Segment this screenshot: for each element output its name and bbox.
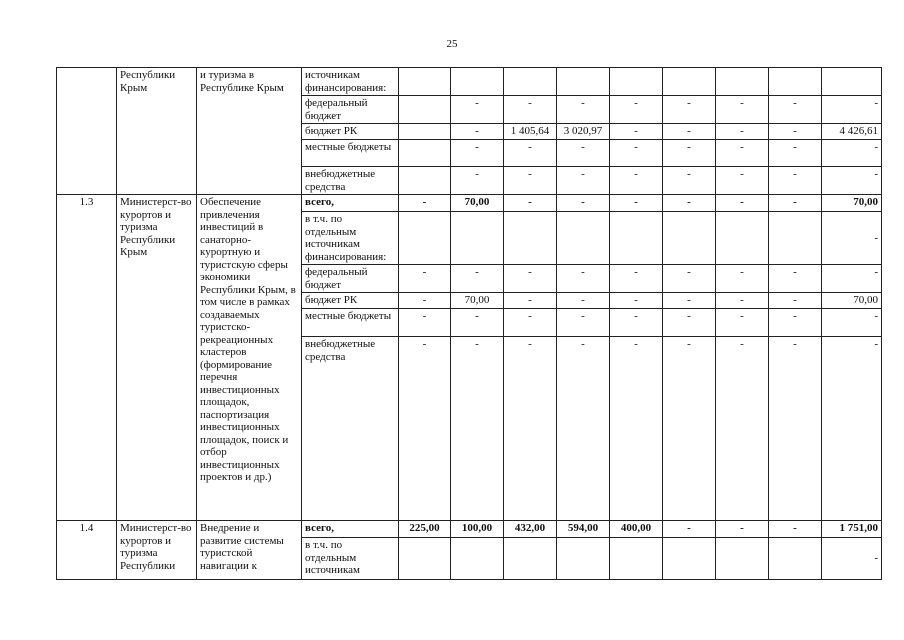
value-cell: -: [769, 293, 822, 309]
value-cell: -: [663, 96, 716, 124]
measure-cell: Внедрение и развитие системы туристской навигации к: [197, 521, 302, 580]
value-cell: -: [399, 309, 451, 337]
value-cell: -: [663, 265, 716, 293]
value-cell: [716, 68, 769, 96]
value-cell: -: [610, 140, 663, 167]
value-cell: [399, 68, 451, 96]
source-cell: федеральный бюджет: [302, 96, 399, 124]
source-cell: местные бюджеты: [302, 140, 399, 167]
value-cell: 70,00: [451, 195, 504, 212]
value-cell: -: [504, 140, 557, 167]
value-cell: [504, 538, 557, 580]
value-cell: [716, 538, 769, 580]
table-row: [57, 521, 882, 538]
value-cell: [610, 212, 663, 265]
value-cell: [557, 212, 610, 265]
value-cell: -: [557, 96, 610, 124]
value-cell: -: [663, 167, 716, 195]
value-cell: -: [769, 96, 822, 124]
value-cell: -: [399, 337, 451, 521]
value-cell: -: [716, 124, 769, 140]
row-number-cell: 1.3: [57, 195, 117, 521]
value-cell: -: [504, 309, 557, 337]
executor-cell: Министерст-во курортов и туризма Республики Крым: [117, 195, 197, 521]
value-cell: [610, 538, 663, 580]
page-number: 25: [446, 38, 458, 50]
value-cell: -: [716, 521, 769, 538]
value-cell: [716, 212, 769, 265]
value-cell: [557, 68, 610, 96]
value-cell: -: [610, 309, 663, 337]
value-cell: 3 020,97: [557, 124, 610, 140]
value-cell: 1 405,64: [504, 124, 557, 140]
value-cell: -: [557, 265, 610, 293]
value-cell: -: [557, 293, 610, 309]
value-cell: [822, 68, 882, 96]
value-cell: [399, 167, 451, 195]
value-cell: [399, 140, 451, 167]
value-cell: -: [663, 140, 716, 167]
value-cell: -: [822, 140, 882, 167]
value-cell: -: [769, 140, 822, 167]
value-cell: -: [504, 265, 557, 293]
source-cell: всего,: [302, 521, 399, 538]
value-cell: 432,00: [504, 521, 557, 538]
value-cell: -: [822, 167, 882, 195]
value-cell: -: [610, 293, 663, 309]
value-cell: -: [451, 167, 504, 195]
value-cell: -: [663, 293, 716, 309]
value-cell: 70,00: [822, 293, 882, 309]
value-cell: [663, 538, 716, 580]
value-cell: -: [822, 265, 882, 293]
value-cell: [610, 68, 663, 96]
value-cell: [399, 124, 451, 140]
value-cell: -: [504, 293, 557, 309]
value-cell: 400,00: [610, 521, 663, 538]
value-cell: -: [716, 265, 769, 293]
source-cell: местные бюджеты: [302, 309, 399, 337]
value-cell: -: [610, 337, 663, 521]
value-cell: -: [769, 309, 822, 337]
value-cell: -: [822, 212, 882, 265]
measure-cell: и туризма в Республике Крым: [197, 68, 302, 195]
table-row: [57, 195, 882, 212]
value-cell: 4 426,61: [822, 124, 882, 140]
value-cell: -: [769, 195, 822, 212]
value-cell: -: [822, 337, 882, 521]
value-cell: [451, 212, 504, 265]
source-cell: всего,: [302, 195, 399, 212]
value-cell: -: [451, 96, 504, 124]
value-cell: -: [716, 140, 769, 167]
value-cell: [663, 212, 716, 265]
value-cell: -: [822, 538, 882, 580]
value-cell: -: [610, 265, 663, 293]
value-cell: -: [557, 167, 610, 195]
value-cell: -: [451, 124, 504, 140]
value-cell: -: [399, 293, 451, 309]
value-cell: [557, 538, 610, 580]
row-number-cell: 1.4: [57, 521, 117, 580]
value-cell: -: [663, 521, 716, 538]
value-cell: -: [399, 195, 451, 212]
value-cell: 594,00: [557, 521, 610, 538]
value-cell: [399, 538, 451, 580]
value-cell: -: [716, 309, 769, 337]
value-cell: -: [769, 521, 822, 538]
value-cell: [451, 538, 504, 580]
value-cell: [504, 212, 557, 265]
value-cell: -: [504, 96, 557, 124]
value-cell: -: [769, 337, 822, 521]
value-cell: -: [504, 167, 557, 195]
value-cell: -: [557, 140, 610, 167]
value-cell: 100,00: [451, 521, 504, 538]
value-cell: 225,00: [399, 521, 451, 538]
value-cell: [769, 538, 822, 580]
value-cell: -: [663, 337, 716, 521]
value-cell: -: [716, 96, 769, 124]
value-cell: -: [716, 337, 769, 521]
value-cell: [451, 68, 504, 96]
value-cell: [399, 96, 451, 124]
value-cell: -: [769, 124, 822, 140]
value-cell: [769, 212, 822, 265]
value-cell: -: [451, 140, 504, 167]
value-cell: [663, 68, 716, 96]
executor-cell: Министерст-во курортов и туризма Республики: [117, 521, 197, 580]
measure-cell: Обеспечение привлечения инвестиций в санаторно-курортную и туристскую сферы экономики Республики Крым, в том числе в рамках создаваемых туристско-рекреационных кластеров (формирование перечня инвестиционных площадок, паспортизация инвестиционных площадок, поиск и отбор инвестиционных проектов и др.): [197, 195, 302, 521]
value-cell: -: [663, 124, 716, 140]
financing-table: [56, 67, 882, 580]
source-cell: бюджет РК: [302, 293, 399, 309]
value-cell: -: [822, 96, 882, 124]
value-cell: [399, 212, 451, 265]
source-cell: внебюджетные средства: [302, 337, 399, 521]
value-cell: [504, 68, 557, 96]
value-cell: -: [451, 309, 504, 337]
value-cell: -: [610, 195, 663, 212]
value-cell: -: [610, 124, 663, 140]
value-cell: -: [610, 96, 663, 124]
source-cell: в т.ч. по отдельным источникам финансирования:: [302, 212, 399, 265]
value-cell: 70,00: [451, 293, 504, 309]
value-cell: -: [769, 167, 822, 195]
source-cell: федеральный бюджет: [302, 265, 399, 293]
value-cell: -: [557, 195, 610, 212]
executor-cell: Республики Крым: [117, 68, 197, 195]
value-cell: -: [610, 167, 663, 195]
value-cell: [769, 68, 822, 96]
value-cell: -: [399, 265, 451, 293]
source-cell: в т.ч. по отдельным источникам: [302, 538, 399, 580]
value-cell: -: [451, 337, 504, 521]
value-cell: -: [716, 167, 769, 195]
value-cell: -: [451, 265, 504, 293]
value-cell: -: [504, 195, 557, 212]
table-row: [57, 68, 882, 96]
value-cell: -: [557, 337, 610, 521]
value-cell: 70,00: [822, 195, 882, 212]
row-number-cell: [57, 68, 117, 195]
value-cell: -: [663, 309, 716, 337]
value-cell: -: [769, 265, 822, 293]
value-cell: -: [822, 309, 882, 337]
source-cell: внебюджетные средства: [302, 167, 399, 195]
source-cell: бюджет РК: [302, 124, 399, 140]
value-cell: 1 751,00: [822, 521, 882, 538]
value-cell: -: [716, 195, 769, 212]
source-cell: источникам финансирования:: [302, 68, 399, 96]
value-cell: -: [557, 309, 610, 337]
value-cell: -: [504, 337, 557, 521]
value-cell: -: [716, 293, 769, 309]
value-cell: -: [663, 195, 716, 212]
